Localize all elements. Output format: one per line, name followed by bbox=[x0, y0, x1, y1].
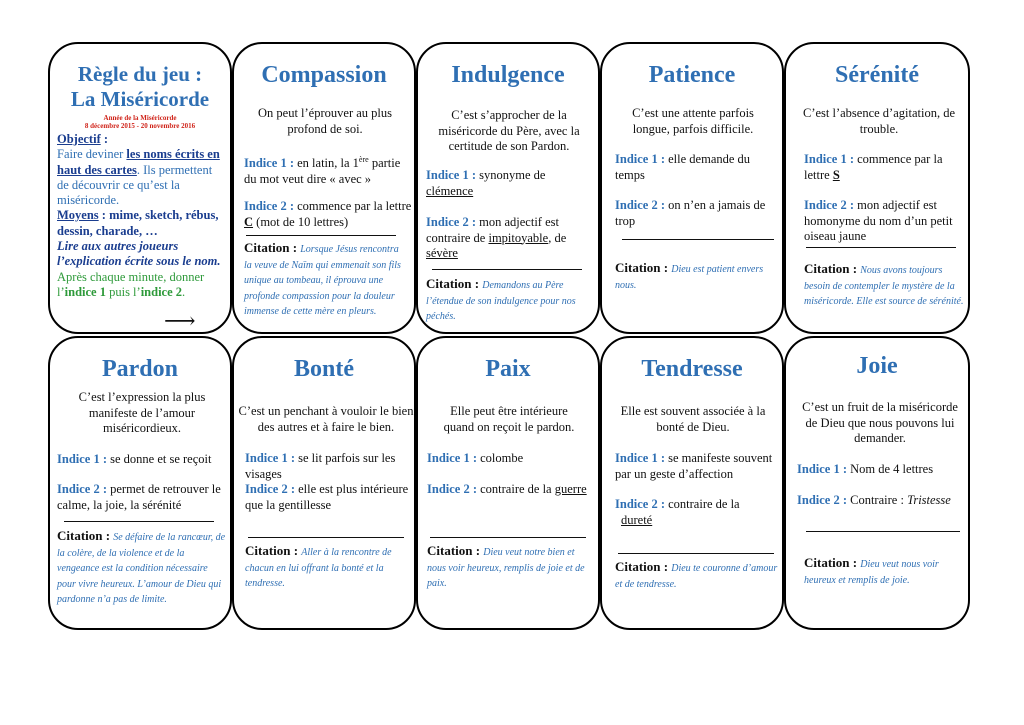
indice-1: Indice 1 : synonyme de clémence bbox=[426, 168, 546, 198]
rules-title-line2: La Miséricorde bbox=[70, 87, 210, 111]
card-description: Elle est souvent associée à la bonté de Dieu. bbox=[620, 404, 766, 434]
indice-2: Indice 2 : contraire de la guerre bbox=[427, 482, 587, 496]
moyens-text: Moyens : mime, sketch, rébus, dessin, charade, … bbox=[57, 208, 219, 238]
card-serenite bbox=[784, 42, 970, 334]
citation: Citation : Dieu veut notre bien et nous voir heureux, remplis de joie et de paix. bbox=[427, 543, 585, 589]
divider bbox=[618, 553, 774, 554]
card-pardon bbox=[48, 336, 232, 630]
citation: Citation : Lorsque Jésus rencontra la veuve de Naïm qui emmenait son fils unique au tombeau, il éprouva une profonde compassion pour la douleur immense de cette mère en pleurs. bbox=[244, 240, 401, 317]
indice-2: Indice 2 : contraire de la dureté bbox=[615, 497, 740, 527]
card-joie bbox=[784, 336, 970, 630]
citation: Citation : Aller à la rencontre de chacun en lui offrant la bonté et la tendresse. bbox=[245, 543, 392, 589]
indice-2: Indice 2 : Contraire : Tristesse bbox=[797, 493, 951, 507]
card-description: Elle peut être intérieure quand on reçoit le pardon. bbox=[443, 404, 575, 434]
card-description: C’est s’approcher de la miséricorde du Père, avec la certitude de son Pardon. bbox=[438, 108, 580, 153]
divider bbox=[248, 537, 404, 538]
citation: Citation : Dieu est patient envers nous. bbox=[615, 260, 764, 291]
indice-2: Indice 2 : mon adjectif est homonyme du nom d’un petit oiseau jaune bbox=[804, 198, 953, 243]
card-description: C’est l’absence d’agitation, de trouble. bbox=[802, 106, 956, 136]
indice-1: Indice 1 : colombe bbox=[427, 451, 524, 465]
card-description: C’est un fruit de la miséricorde de Dieu que nous pouvons lui demander. bbox=[802, 400, 958, 445]
divider bbox=[622, 239, 774, 240]
card-patience bbox=[600, 42, 784, 334]
card-title: Pardon bbox=[101, 356, 178, 382]
card-description: C’est une attente parfois longue, parfois difficile. bbox=[632, 106, 754, 136]
indice-2: Indice 2 : commence par la lettre C (mot de 10 lettres) bbox=[244, 199, 412, 229]
indice-2: Indice 2 : on n’en a jamais de trop bbox=[615, 198, 766, 228]
card-title: Compassion bbox=[261, 62, 387, 88]
rules-card bbox=[48, 42, 232, 334]
divider bbox=[430, 537, 586, 538]
divider bbox=[806, 531, 960, 532]
card-indulgence bbox=[416, 42, 600, 334]
indice-1: Indice 1 : en latin, la 1ère partie du mot veut dire « avec » bbox=[244, 155, 401, 186]
objectif-heading: Objectif : bbox=[57, 132, 109, 146]
card-title: Tendresse bbox=[641, 356, 743, 382]
citation: Citation : Dieu veut nous voir heureux et remplis de joie. bbox=[804, 555, 939, 586]
divider bbox=[806, 247, 956, 248]
indice-2: Indice 2 : mon adjectif est contraire de impitoyable, de sévère bbox=[426, 215, 567, 260]
card-description: C’est l’expression la plus manifeste de l’amour miséricordieux. bbox=[78, 390, 206, 435]
card-title: Indulgence bbox=[451, 62, 565, 88]
indice-1: Indice 1 : se lit parfois sur les visages bbox=[245, 451, 396, 481]
card-tendresse bbox=[600, 336, 784, 630]
apres-text: Après chaque minute, donner l’indice 1 puis l’indice 2. bbox=[57, 269, 205, 299]
divider bbox=[64, 521, 214, 522]
card-paix bbox=[416, 336, 600, 630]
card-bonte bbox=[232, 336, 416, 630]
indice-1: Indice 1 : commence par la lettre S bbox=[804, 152, 943, 182]
card-title: Sérénité bbox=[835, 62, 919, 88]
card-title: Joie bbox=[856, 353, 898, 379]
card-title: Patience bbox=[648, 62, 736, 88]
indice-1: Indice 1 : se manifeste souvent par un geste d’affection bbox=[615, 451, 773, 481]
citation: Citation : Demandons au Père l’étendue de son indulgence pour nos péchés. bbox=[426, 276, 576, 322]
year-line2: 8 décembre 2015 - 20 novembre 2016 bbox=[84, 122, 196, 130]
card-title: Bonté bbox=[294, 356, 354, 382]
year-line1: Année de la Miséricorde bbox=[103, 114, 177, 122]
indice-2: Indice 2 : elle est plus intérieure que la gentillesse bbox=[245, 482, 409, 512]
indice-1: Indice 1 : elle demande du temps bbox=[615, 152, 751, 182]
lire-text: Lire aux autres joueurs l’explication écrite sous le nom. bbox=[57, 239, 221, 269]
indice-2: Indice 2 : permet de retrouver le calme, la joie, la sérénité bbox=[57, 482, 221, 512]
divider bbox=[246, 235, 396, 236]
card-title: Paix bbox=[485, 356, 531, 382]
arrow-icon: ⟶ bbox=[164, 308, 196, 333]
card-compassion bbox=[232, 42, 416, 334]
card-description: C’est un penchant à vouloir le bien des autres et à faire le bien. bbox=[238, 404, 414, 434]
citation: Citation : Nous avons toujours besoin de contempler le mystère de la miséricorde. Elle est source de sérénité. bbox=[804, 261, 964, 307]
citation: Citation : Dieu te couronne d’amour et de tendresse. bbox=[615, 559, 778, 590]
rules-title-line1: Règle du jeu : bbox=[77, 62, 203, 86]
citation: Citation : Se défaire de la rancœur, de la colère, de la violence et de la vengeance est la condition nécessaire pour vivre heureux. L’amour de Dieu qui pardonne n’a pas de limite. bbox=[57, 528, 226, 605]
divider bbox=[432, 269, 582, 270]
objectif-text: Faire deviner les noms écrits en haut des cartes. Ils permettent de découvrir ce qu’est la miséricorde. bbox=[57, 147, 220, 208]
indice-1: Indice 1 : Nom de 4 lettres bbox=[797, 462, 934, 476]
indice-1: Indice 1 : se donne et se reçoit bbox=[57, 452, 212, 466]
card-description: On peut l’éprouver au plus profond de soi. bbox=[258, 106, 392, 136]
